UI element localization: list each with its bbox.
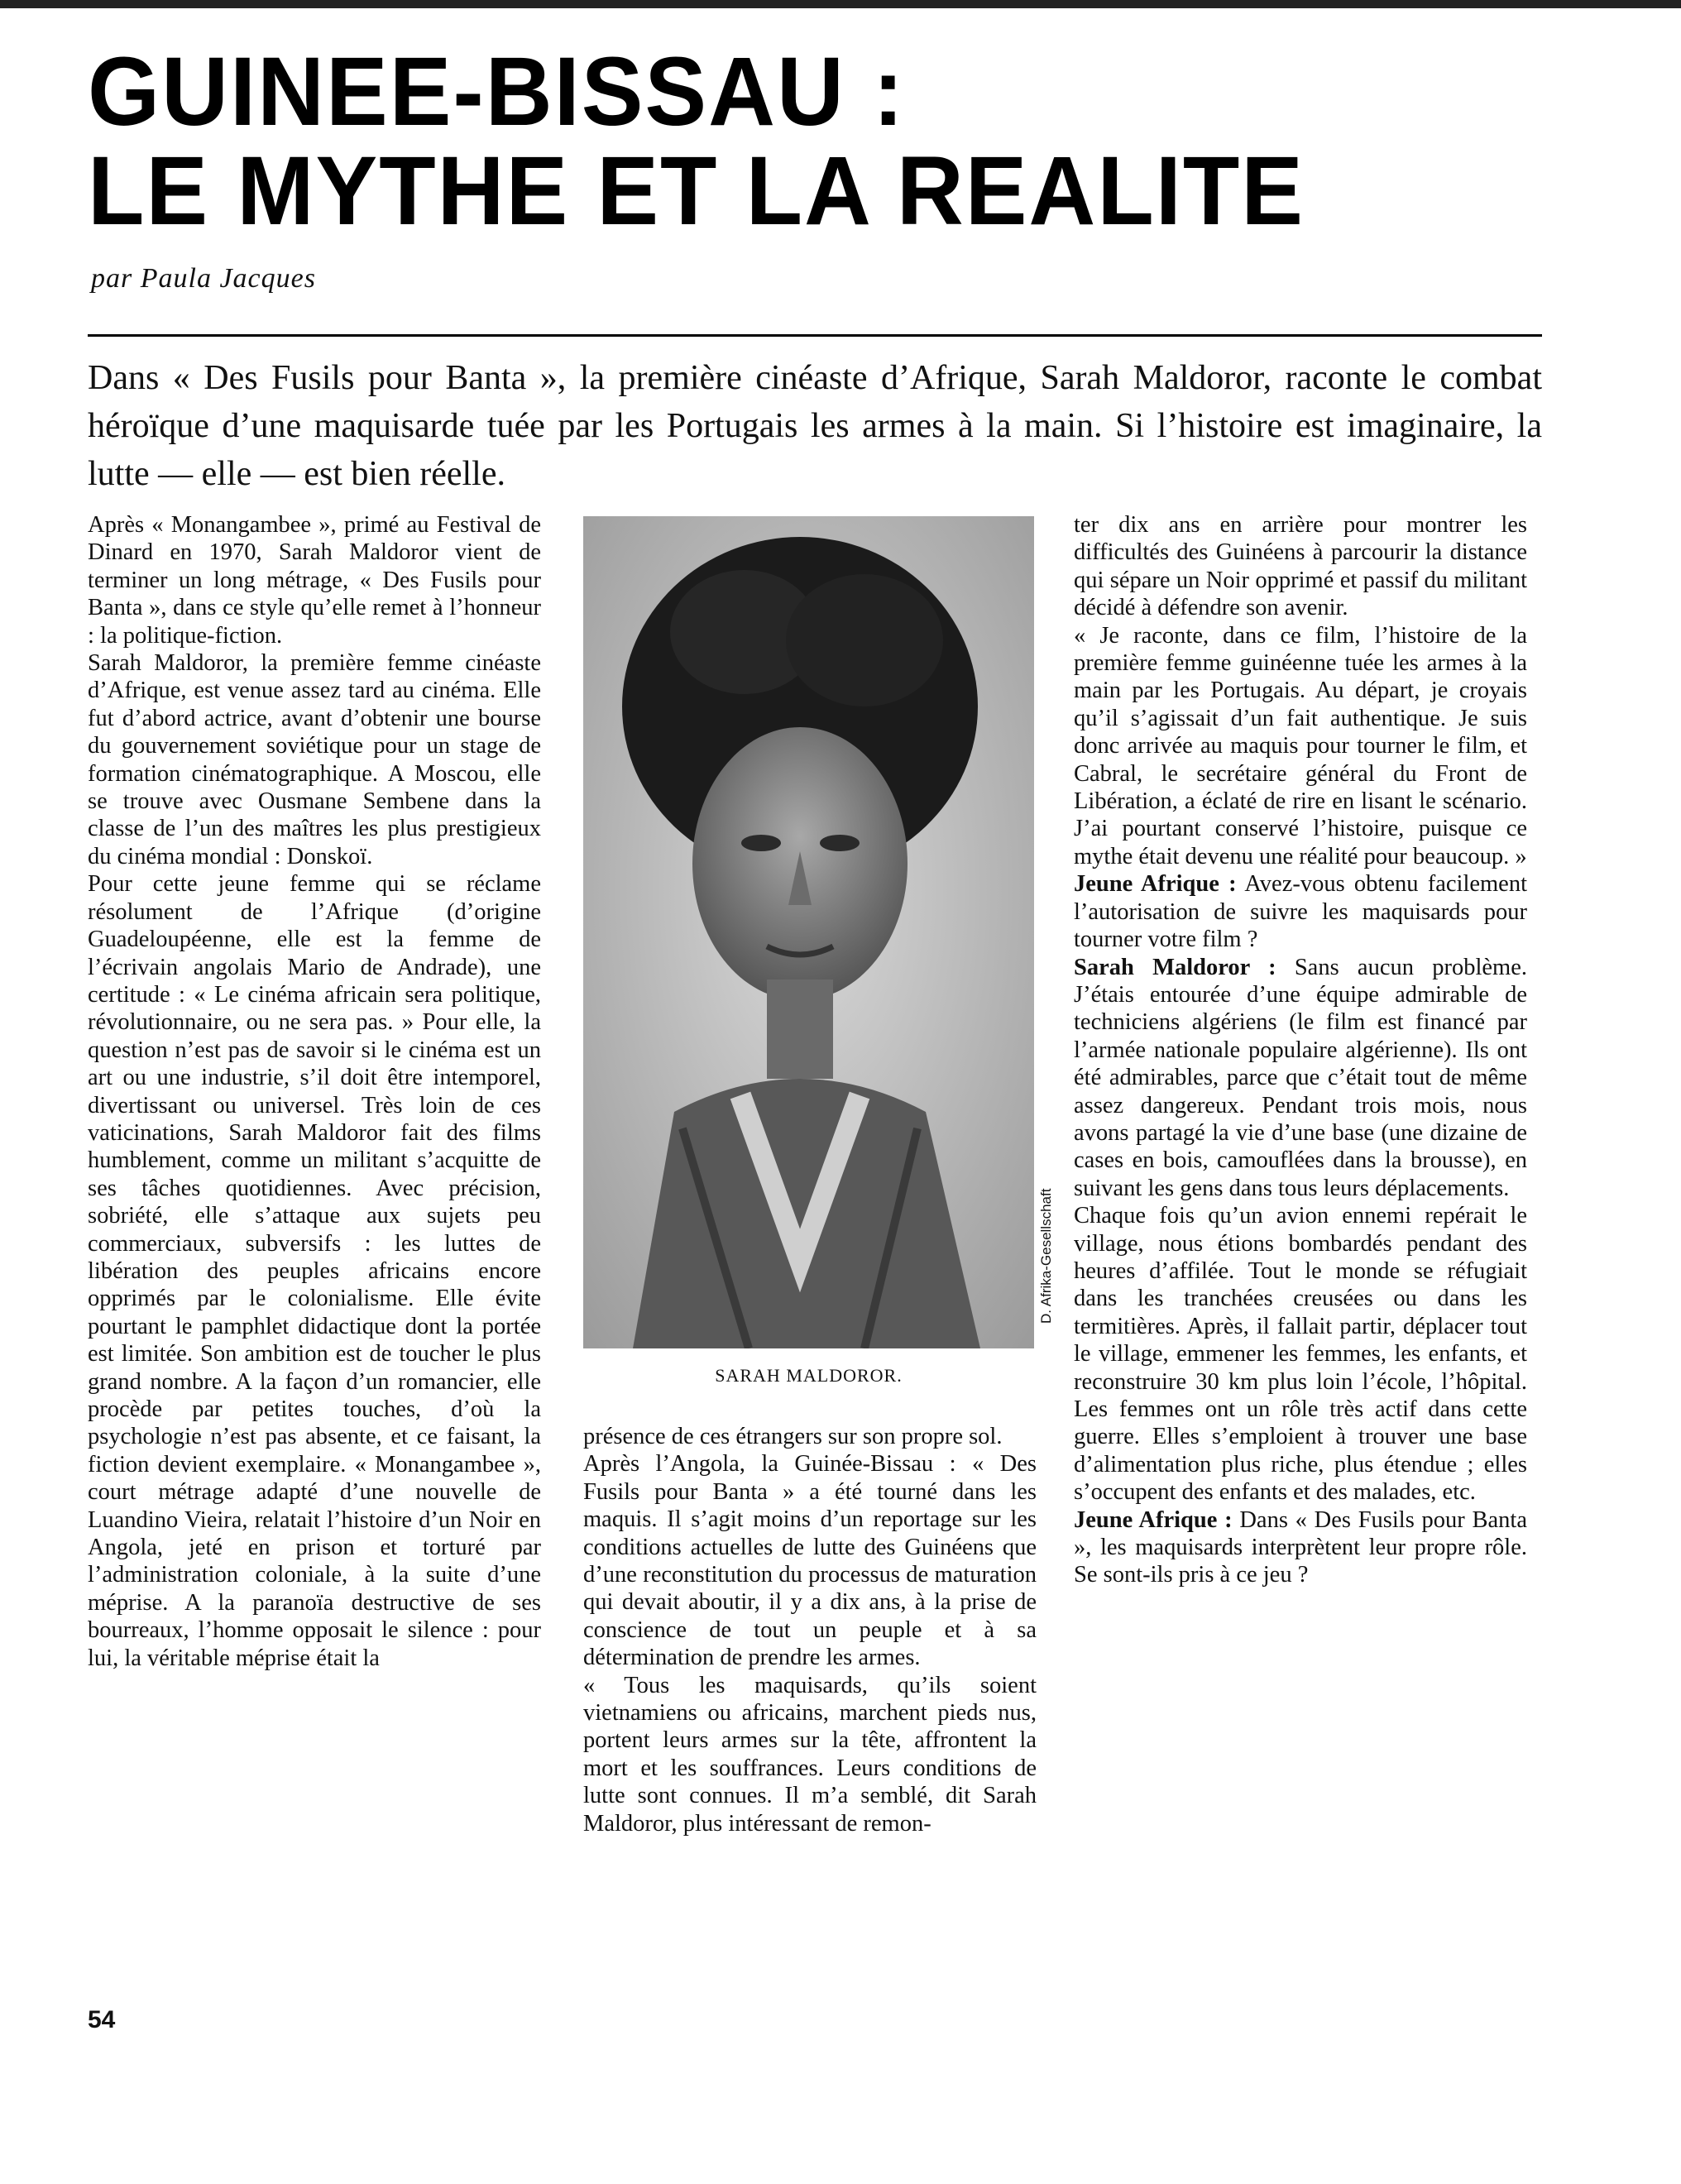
- article-column-3: [1074, 511, 1527, 1589]
- paragraph: Sarah Maldoror, la première femme cinéaste d’Afrique, est venue assez tard au cinéma. Elle fut d’abord actrice, avant d’obtenir une bourse du gouvernement soviétique pour un stage de formation cinématographique. A Moscou, elle se trouve avec Ousmane Sembene dans la classe de l’un des maîtres les plus prestigieux du cinéma mondial : Donskoï.: [88, 650, 541, 869]
- top-scan-border: [0, 0, 1681, 8]
- speaker-label: Jeune Afrique :: [1074, 871, 1237, 898]
- interview-answer: [1074, 954, 1527, 1203]
- paragraph: Après « Monangambee », primé au Festival de Dinard en 1970, Sarah Maldoror vient de terminer un long métrage, « Des Fusils pour Banta », dans ce style qu’elle remet à l’honneur : la politique-fiction.: [88, 512, 541, 649]
- byline: par Paula Jacques: [91, 263, 316, 294]
- header-rule: [88, 334, 1542, 337]
- portrait-photo: [583, 516, 1034, 1348]
- photo-credit: D. Afrika-Gesellschaft: [1038, 1188, 1054, 1324]
- question-text: Dans « Des Fusils pour Banta », les maquisards interprètent leur propre rôle. Se sont-ils pris à ce jeu ?: [1074, 1506, 1527, 1588]
- photo-caption: SARAH MALDOROR.: [715, 1365, 903, 1386]
- interview-question: [1074, 870, 1527, 953]
- page-number: 54: [88, 2006, 116, 2033]
- paragraph: Après l’Angola, la Guinée-Bissau : « Des Fusils pour Banta » a été tourné dans les maquis. Il s’agit moins d’un reportage sur les conditions actuelles de lutte des Guinéens que d’une reconstitution du processus de maturation qui devait aboutir, il y a dix ans, à la prise de conscience de tout un peuple et à sa détermination de prendre les armes.: [583, 1451, 1037, 1671]
- headline-line-1: GUINEE-BISSAU :: [88, 36, 906, 146]
- article-column-2: [583, 1423, 1037, 1837]
- portrait-image: [583, 516, 1034, 1348]
- lede-paragraph: Dans « Des Fusils pour Banta », la première cinéaste d’Afrique, Sarah Maldoror, raconte le combat héroïque d’une maquisarde tuée par les Portugais les armes à la main. Si l’histoire est imaginaire, la lutte — elle — est bien réelle.: [88, 359, 1542, 493]
- paragraph: « Tous les maquisards, qu’ils soient vietnamiens ou africains, marchent pieds nus, portent leurs armes sur la tête, affrontent la mort et les souffrances. Leurs conditions de lutte sont connues. Il m’a semblé, dit Sarah Maldoror, plus intéressant de remon-: [583, 1672, 1037, 1837]
- answer-text: Sans aucun problème. J’étais entourée d’une équipe admirable de techniciens algériens (le film est financé par l’armée nationale populaire algérienne). Ils ont été admirables, parce que c’était tout de même assez dangereux. Pendant trois mois, nous avons partagé la vie d’une base (une dizaine de cases en bois, camouflées dans la brousse), en suivant les gens dans tous leurs déplacements.: [1074, 954, 1527, 1201]
- question-text: Avez-vous obtenu facilement l’autorisation de suivre les maquisards pour tourner votre film ?: [1074, 871, 1527, 953]
- interview-question: [1074, 1506, 1527, 1589]
- article-column-1: [88, 511, 541, 1672]
- speaker-label: Jeune Afrique :: [1074, 1506, 1233, 1533]
- speaker-label: Sarah Maldoror :: [1074, 954, 1276, 980]
- paragraph: ter dix ans en arrière pour montrer les difficultés des Guinéens à parcourir la distance qui sépare un Noir opprimé et passif du militant décidé à défendre son avenir.: [1074, 512, 1527, 621]
- paragraph: Chaque fois qu’un avion ennemi repérait le village, nous étions bombardés pendant des heures d’affilée. Tout le monde se réfugiait dans les tranchées creusées ou dans les termitières. Après, il fallait partir, déplacer tout le village, emmener les femmes, les enfants, et reconstruire 30 km plus loin l’école, l’hôpital. Les femmes ont un rôle très actif dans cette guerre. Elles s’emploient à trouver une base d’alimentation plus riche, plus étendue ; elles s’occupent des enfants et des malades, etc.: [1074, 1203, 1527, 1506]
- headline-line-2: LE MYTHE ET LA REALITE: [88, 136, 1305, 246]
- paragraph: « Je raconte, dans ce film, l’histoire de la première femme guinéenne tuée les armes à la main par les Portugais. Au départ, je croyais qu’il s’agissait d’un fait authentique. Je suis donc arrivée au maquis pour tourner le film, et Cabral, le secrétaire général du Front de Libération, a éclaté de rire en lisant le scénario. J’ai pourtant conservé l’histoire, puisque ce mythe était devenu une réalité pour beaucoup. »: [1074, 622, 1527, 869]
- paragraph: présence de ces étrangers sur son propre sol.: [583, 1424, 1003, 1449]
- paragraph: Pour cette jeune femme qui se réclame résolument de l’Afrique (d’origine Guadeloupéenne, elle est la femme de l’écrivain angolais Mario de Andrade), une certitude : « Le cinéma africain sera politique, révolutionnaire, ou ne sera pas. » Pour elle, la question n’est pas de savoir si le cinéma est un art ou une industrie, s’il doit être intemporel, divertissant ou universel. Très loin de ces vaticinations, Sarah Maldoror fait des films humblement, comme un militant s’acquitte de ses tâches quotidiennes. Avec précision, sobriété, elle s’attaque aux sujets peu commerciaux, subversifs : les luttes de libération des peuples africains encore opprimés par le colonialisme. Elle évite pourtant le pamphlet didactique dont la portée est limitée. Son ambition est de toucher le plus grand nombre. A la façon d’un romancier, elle procède par petites touches, d’où la psychologie n’est pas absente, et ce faisant, la fiction devient exemplaire. « Monangambee », court métrage adapté d’une nouvelle de Luandino Vieira, relatait l’histoire d’un Noir en Angola, jeté en prison et torturé par l’administration coloniale, à la suite d’une méprise. A la paranoïa destructive de ses bourreaux, l’homme opposait le silence : pour lui, la véritable méprise était la: [88, 871, 541, 1671]
